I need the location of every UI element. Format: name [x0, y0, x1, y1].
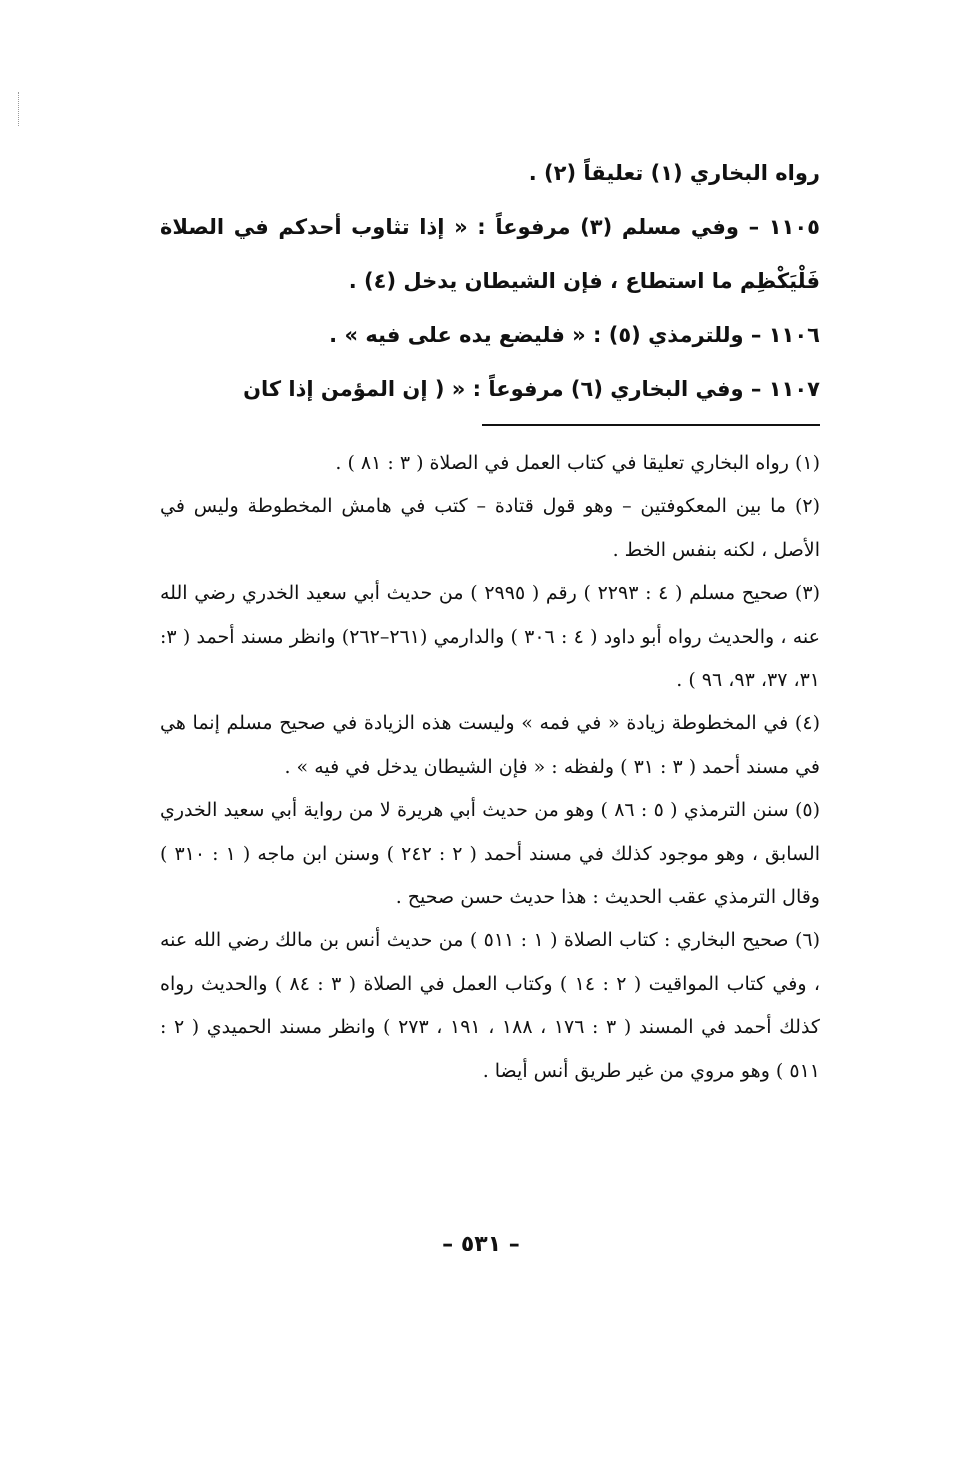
footnote-2: (٢) ما بين المعكوفتين – وهو قول قتادة – كتب في هامش المخطوطة وليس في الأصل ، لكنه بنفس الخط . [160, 495, 820, 561]
main-text [160, 146, 820, 416]
hadith-1106: ١١٠٦ – وللترمذي (٥) : « فليضع يده على فيه » . [329, 323, 820, 347]
footnotes [160, 442, 820, 1093]
page-number: – ٥٣١ – [442, 1232, 520, 1257]
footnote-separator [482, 424, 820, 426]
footnote-4: (٤) في المخطوطة زيادة « في فمه » وليست هذه الزيادة في صحيح مسلم إنما هي في مسند أحمد ( ٣ : ٣١ ) ولفظه : « فإن الشيطان يدخل في فيه » . [160, 712, 820, 778]
footnote-3: (٣) صحيح مسلم ( ٤ : ٢٢٩٣ ) رقم ( ٢٩٩٥ ) من حديث أبي سعيد الخدري رضي الله عنه ، والحديث رواه أبو داود ( ٤ : ٣٠٦ ) والدارمي (٢٦١–٢٦٢) وانظر مسند أحمد ( ٣: ٣١، ٣٧، ٩٣، ٩٦ ) . [160, 582, 820, 692]
margin-mark [18, 92, 20, 126]
footnote-6: (٦) صحيح البخاري : كتاب الصلاة ( ١ : ٥١١ ) من حديث أنس بن مالك رضي الله عنه ، وفي كتاب المواقيت ( ٢ : ١٤ ) وكتاب العمل في الصلاة ( ٣ : ٨٤ ) والحديث رواه كذلك أحمد في المسند ( ٣ : ١٧٦ ، ١٨٨ ، ١٩١ ، ٢٧٣ ) وانظر مسند الحميدي ( ٢ : ٥١١ ) وهو مروي من غير طريق أنس أيضا . [160, 929, 821, 1082]
hadith-1107: ١١٠٧ – وفي البخاري (٦) مرفوعاً : « ( إن المؤمن إذا كان [243, 377, 820, 401]
footnote-5: (٥) سنن الترمذي ( ٥ : ٨٦ ) وهو من حديث أبي هريرة لا من رواية أبي سعيد الخدري السابق ، وهو موجود كذلك في مسند أحمد ( ٢ : ٢٤٢ ) وسنن ابن ماجه ( ١ : ٣١٠ ) وقال الترمذي عقب الحديث : هذا حديث حسن صحيح . [160, 799, 820, 909]
main-line-1: رواه البخاري (١) تعليقاً (٢) . [528, 161, 820, 185]
hadith-1105: ١١٠٥ – وفي مسلم (٣) مرفوعاً : « إذا تثاوب أحدكم في الصلاة فَلْيَكْظِم ما استطاع ، فإن الشيطان يدخل (٤) . [160, 215, 820, 293]
footnote-1: (١) رواه البخاري تعليقا في كتاب العمل في الصلاة ( ٣ : ٨١ ) . [335, 452, 820, 474]
